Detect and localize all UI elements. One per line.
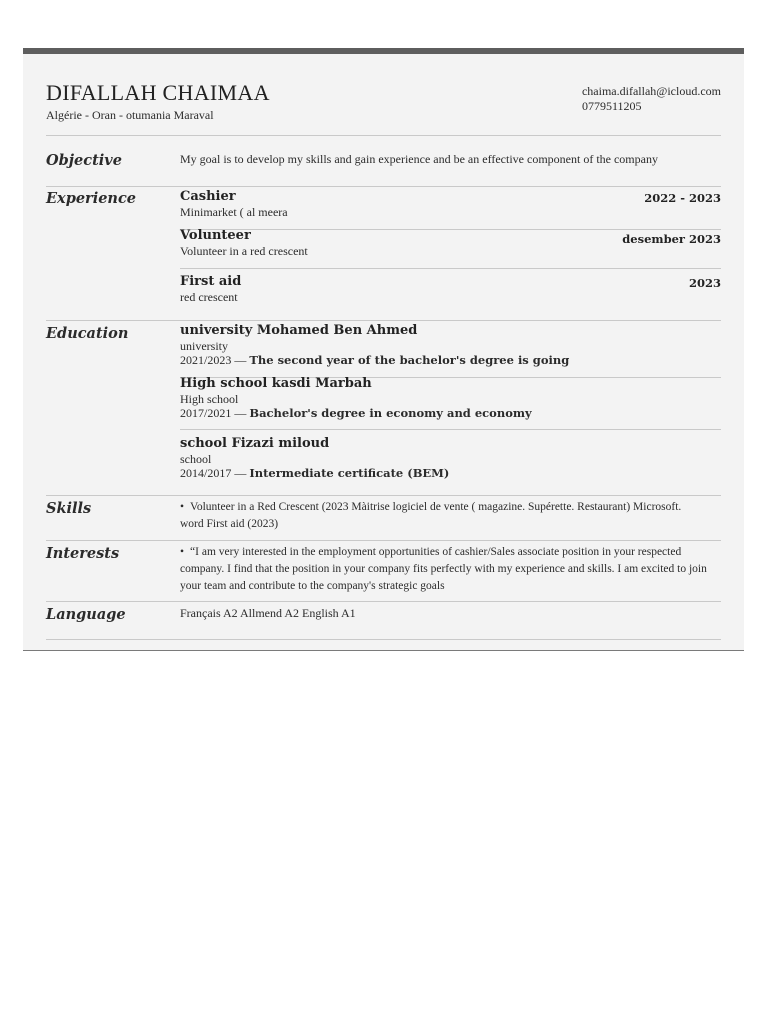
education-item bbox=[180, 323, 721, 367]
education-years: 2017/2021 — bbox=[180, 406, 247, 420]
entry-divider bbox=[180, 268, 721, 269]
section-title-language: Language bbox=[46, 606, 126, 623]
experience-date: 2023 bbox=[688, 276, 721, 290]
entry-divider bbox=[180, 429, 721, 430]
section-experience bbox=[46, 186, 721, 321]
education-item bbox=[180, 376, 721, 420]
section-interests bbox=[46, 540, 721, 602]
experience-item bbox=[180, 274, 721, 304]
education-detail: The second year of the bachelor's degree is going bbox=[249, 353, 570, 367]
experience-item bbox=[180, 228, 721, 258]
experience-role: First aid bbox=[180, 274, 242, 289]
experience-list bbox=[180, 186, 721, 320]
experience-date: 2022 - 2023 bbox=[644, 191, 721, 205]
bullet-icon: • bbox=[180, 546, 185, 558]
experience-role: Volunteer bbox=[180, 228, 251, 243]
education-detail-line bbox=[180, 353, 721, 367]
section-title-skills: Skills bbox=[46, 500, 92, 517]
education-years: 2021/2023 — bbox=[180, 353, 247, 367]
experience-place: Volunteer in a red crescent bbox=[180, 244, 308, 258]
language-text: Français A2 Allmend A2 English A1 bbox=[180, 606, 356, 620]
education-detail: Bachelor's degree in economy and economy bbox=[249, 406, 532, 420]
education-detail-line bbox=[180, 466, 721, 480]
education-item bbox=[180, 436, 721, 480]
interests-text: “I am very interested in the employment opportunities of cashier/Sales associate position in your respected company. I find that the position in your company fits perfectly with my experience and skills. I am excited to join your team and contribute to the company's strategic goals bbox=[180, 546, 707, 592]
interests-text-block bbox=[180, 544, 716, 595]
experience-place: Minimarket ( al meera bbox=[180, 205, 288, 219]
experience-place: red crescent bbox=[180, 290, 238, 304]
education-type: High school bbox=[180, 392, 239, 406]
section-education bbox=[46, 320, 721, 496]
education-list bbox=[180, 320, 721, 495]
education-school: High school kasdi Marbah bbox=[180, 376, 372, 391]
education-type: university bbox=[180, 339, 228, 353]
education-detail-line bbox=[180, 406, 721, 420]
candidate-name: DIFALLAH CHAIMAA bbox=[46, 80, 270, 105]
contact-block bbox=[582, 84, 721, 114]
section-title-education: Education bbox=[46, 325, 129, 342]
section-skills bbox=[46, 495, 721, 541]
bullet-icon: • bbox=[180, 501, 185, 513]
phone-text: 0779511205 bbox=[581, 99, 642, 113]
skills-text: Volunteer in a Red Crescent (2023 Màitrise logiciel de vente ( magazine. Supérette. Restaurant) Microsoft. word First aid (2023) bbox=[180, 501, 682, 530]
education-years: 2014/2017 — bbox=[180, 466, 247, 480]
email-text: chaima.difallah@icloud.com bbox=[581, 84, 721, 98]
candidate-address: Algérie - Oran - otumania Maraval bbox=[46, 108, 214, 122]
education-school: school Fizazi miloud bbox=[180, 436, 330, 451]
objective-text: My goal is to develop my skills and gain experience and be an effective component of the company bbox=[180, 152, 658, 166]
section-title-experience: Experience bbox=[46, 190, 137, 207]
experience-role: Cashier bbox=[180, 189, 236, 204]
education-detail: Intermediate certificate (BEM) bbox=[249, 466, 450, 480]
resume-page bbox=[23, 48, 744, 651]
experience-item bbox=[180, 189, 721, 219]
section-title-interests: Interests bbox=[46, 545, 120, 562]
section-language bbox=[46, 601, 721, 640]
section-objective bbox=[46, 136, 721, 187]
education-school: university Mohamed Ben Ahmed bbox=[180, 323, 418, 338]
experience-date: desember 2023 bbox=[622, 232, 721, 246]
section-title-objective: Objective bbox=[46, 152, 122, 169]
skills-text-block bbox=[180, 499, 700, 533]
resume-header bbox=[46, 78, 721, 136]
education-type: school bbox=[180, 452, 212, 466]
